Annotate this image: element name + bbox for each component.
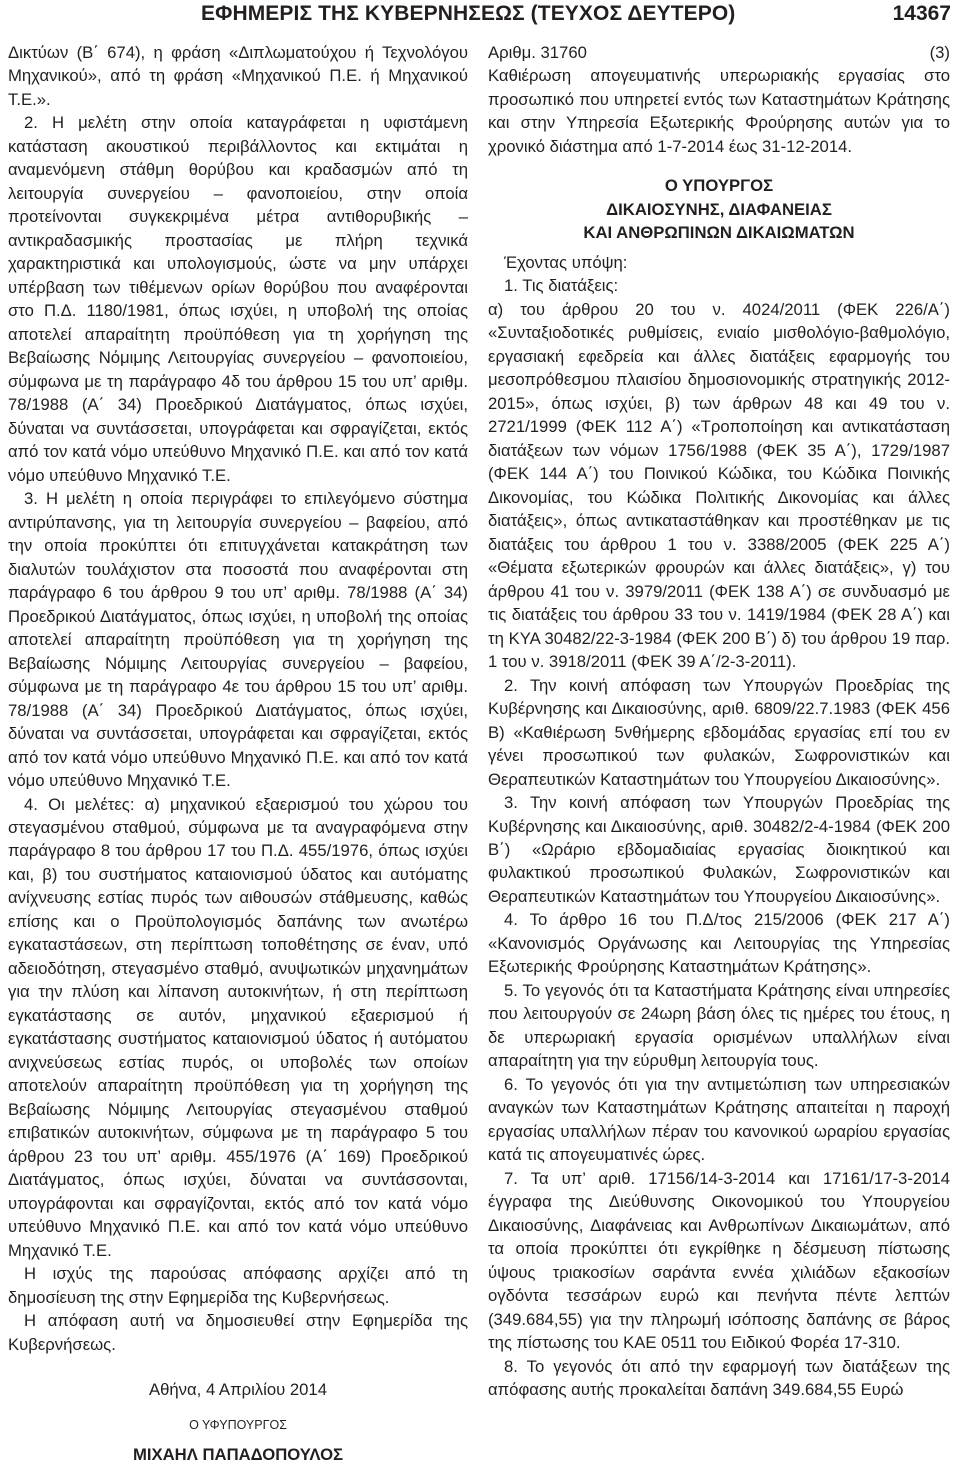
paragraph-publication: Η απόφαση αυτή να δημοσιευθεί στην Εφημερίδα της Κυβερνήσεως.	[8, 1311, 468, 1354]
minister-heading-line-1: Ο ΥΠΟΥΡΓΟΣ	[664, 176, 774, 196]
minister-heading-line-3: ΚΑΙ ΑΝΘΡΩΠΙΝΩΝ ΔΙΚΑΙΩΜΑΤΩΝ	[583, 223, 855, 243]
item-1a: α) του άρθρου 20 του ν. 4024/2011 (ΦΕΚ 226/Α΄) «Συνταξιοδοτικές ρυθμίσεις, ενιαίο μισθολόγιο-βαθμολόγιο, εργασιακή εφεδρεία και άλλες διατάξεις εφαρμογής του μεσοπρόθεσμου πλαισίου δημοσιονομικής στρατηγικής 2012-2015», όπως ισχύει, β) των άρθρων 48 και 49 του ν. 2721/1999 (ΦΕΚ 112 Α΄) «Τροποποίηση και αντικατάσταση διατάξεων των νόμων 1756/1988 (ΦΕΚ 35 Α΄), 1729/1987 (ΦΕΚ 144 Α΄) του Ποινικού Κώδικα, του Κώδικα Ποινικής Δικονομίας, του Κώδικα Πολιτικής Δικονομίας και άλλες διατάξεις», όπως αντικαταστάθηκαν και προστέθηκαν με τις διατάξεις του άρθρου 1 του ν. 3388/2005 (ΦΕΚ 225 Α΄) «Θέματα εξωτερικών φρουρών και άλλες διατάξεις», γ) του άρθρου 41 του ν. 3979/2011 (ΦΕΚ 138 Α΄) σε συνδυασμό με τις διατάξεις του άρθρου 33 του ν. 1419/1984 (ΦΕΚ 28 Α΄) και τη ΚΥΑ 30482/22-3-1984 (ΦΕΚ 200 Β΄) δ) του άρθρου 19 παρ. 1 του ν. 3918/2011 (ΦΕΚ 39 Α΄/2-3-2011).	[488, 299, 950, 672]
paragraph-continuation: Δικτύων (Β΄ 674), η φράση «Διπλωματούχου ή Τεχνολόγου Μηχανικού», από τη φράση «Μηχανικού Π.Ε. ή Μηχανικού Τ.Ε.».	[8, 43, 468, 109]
gazette-title: ΕΦΗΜΕΡΙΣ ΤΗΣ ΚΥΒΕΡΝΗΣΕΩΣ (ΤΕΥΧΟΣ ΔΕΥΤΕΡΟ)	[201, 2, 736, 25]
item-4: 4. Το άρθρο 16 του Π.Δ/τος 215/2006 (ΦΕΚ 217 Α΄) «Κανονισμός Οργάνωσης και Λειτουργίας της Υπηρεσίας Εξωτερικής Φρούρησης Καταστημάτων Κράτησης».	[488, 910, 950, 977]
paragraph-item-2: 2. Η μελέτη στην οποία καταγράφεται η υφιστάμενη κατάσταση ακουστικού περιβάλλοντος και εκτιμάται η αναμενόμενη στάθμη θορύβου και κραδασμών από τη λειτουργία συνεργείου – φανοποιείου, στην οποία προτείνονται συγκεκριμένα μέτρα αντιθορυβικής – αντικραδασμικής προστασίας με πλήρη τεχνικά χαρακτηριστικά και υπολογισμούς, ώστε να μην υπάρχει υπέρβαση των τιθέμενων ορίων θορύβου που αναφέρονται στο Π.Δ. 1180/1981, όπως ισχύει, η υποβολή της οποίας αποτελεί απαραίτητη προϋπόθεση για τη χορήγηση της Βεβαίωσης Νόμιμης Λειτουργίας συνεργείου – φανοποιείου, σύμφωνα με τη παράγραφο 4δ του άρθρου 15 του υπ’ αριθμ. 78/1988 (Α΄ 34) Προεδρικού Διατάγματος, όπως ισχύει, δύναται να συντάσσεται, υπογράφεται και σφραγίζεται, εκτός από τον κατά νόμο υπεύθυνο Μηχανικό Π.Ε. και από τον κατά νόμο υπεύθυνο Μηχανικό Τ.Ε.	[8, 113, 468, 485]
considering-label: Έχοντας υπόψη:	[504, 252, 628, 272]
item-7: 7. Τα υπ’ αριθ. 17156/14-3-2014 και 17161/17-3-2014 έγγραφα της Διεύθυνσης Οικονομικού του Υπουργείου Δικαιοσύνης, Διαφάνειας και Ανθρωπίνων Δικαιωμάτων, από τα οποία προκύπτει ότι εγκρίθηκε η δέσμευση πίστωσης ύψους τριακοσίων σαράντα εννέα χιλιάδων εξακοσίων ογδόντα τεσσάρων ευρώ και πενήντα πέντε λεπτών (349.684,55) για την πληρωμή ισόποσης δαπάνης σε βάρος της πίστωσης του ΚΑΕ 0511 του Ειδικού Φορέα 17-310.	[488, 1168, 950, 1353]
decision-number-row	[488, 41, 950, 64]
item-6: 6. Το γεγονός ότι για την αντιμετώπιση των υπηρεσιακών αναγκών των Καταστημάτων Κράτησης απαιτείται η παροχή εργασίας υπαλλήλων πέραν του κανονικού ωραρίου εργασίας κατά τις απογευματινές ώρες.	[488, 1074, 950, 1165]
signature-role: Ο ΥΦΥΠΟΥΡΓΟΣ	[189, 1417, 287, 1432]
signature-date: Αθήνα, 4 Απριλίου 2014	[148, 1380, 327, 1400]
page-number: 14367	[892, 2, 951, 25]
item-8: 8. Το γεγονός ότι από την εφαρμογή των διατάξεων της απόφασης αυτής προκαλείται δαπάνη 349.684,55 Ευρώ	[488, 1356, 950, 1400]
item-1: 1. Τις διατάξεις:	[504, 276, 619, 296]
minister-heading-line-2: ΔΙΚΑΙΟΣΥΝΗΣ, ΔΙΑΦΑΝΕΙΑΣ	[606, 199, 832, 219]
paragraph-item-4: 4. Οι μελέτες: α) μηχανικού εξαερισμού του χώρου του στεγασμένου σταθμού, σύμφωνα με τα αναγραφόμενα στην παράγραφο 8 του άρθρου 17 του Π.Δ. 455/1976, όπως ισχύει και, β) του συστήματος καταιονισμού ύδατος και αυτόματης ανίχνευσης εστίας πυρός των αιθουσών στάθμευσης, καθώς επίσης και ο Προϋπολογισμός δαπάνης των ανωτέρω εγκαταστάσεων, στη περίπτωση τοποθέτησης σε έναν, υπό αδειοδότηση, στεγασμένο σταθμό, ανυψωτικών μηχανημάτων για την πλύση και λίπανση αυτοκινήτων, ή στη περίπτωση εγκατάστασης σε αυτόν, μηχανικού εξαερισμού ή εγκατάστασης συστήματος καταιονισμού ύδατος ή αυτόματου ανιχνεύσεως εστίας πυρός, οι υποβολές των οποίων αποτελούν απαραίτητη προϋπόθεση για τη χορήγηση της Βεβαίωσης Νόμιμης Λειτουργίας στεγασμένου σταθμού επιβατικών αυτοκινήτων, σύμφωνα με τη παράγραφο 5 του άρθρου 23 του υπ’ αριθμ. 455/1976 (Α΄ 169) Προεδρικού Διατάγματος, όπως ισχύει, δύναται να συντάσσονται, υπογράφονται και σφραγίζονται, εκτός από τον κατά νόμο υπεύθυνο Μηχανικό Π.Ε. και από τον κατά νόμο υπεύθυνο Μηχανικό Τ.Ε.	[8, 794, 468, 1260]
item-3: 3. Την κοινή απόφαση των Υπουργών Προεδρίας της Κυβέρνησης και Δικαιοσύνης, αριθ. 30482/2-4-1984 (ΦΕΚ 200 Β΄) «Ωράριο εβδομαδιαίας εργασίας διοικητικού και φυλακτικού προσωπικού Φυλακών, Σωφρονιστικών και Θεραπευτικών Καταστημάτων του Υπουργείου Δικαιοσύνης».	[488, 793, 950, 906]
paragraph-item-3: 3. Η μελέτη η οποία περιγράφει το επιλεγόμενο σύστημα αντιρύπανσης, για τη λειτουργία συνεργείου – βαφείου, από την οποία προκύπτει ότι επιτυγχάνεται κατακράτηση των διαλυτών τουλάχιστον στα ποσοστά που αναφέρονται στη παράγραφο 6 του άρθρου 9 του υπ’ αριθμ. 78/1988 (Α΄ 34) Προεδρικού Διατάγματος, όπως ισχύει, η υποβολή της οποίας αποτελεί απαραίτητη προϋπόθεση για τη χορήγηση της Βεβαίωσης Νόμιμης Λειτουργίας συνεργείου – βαφείου, σύμφωνα με τη παράγραφο 4ε του άρθρου 15 του υπ’ αριθμ. 78/1988 (Α΄ 34) Προεδρικού Διατάγματος, όπως ισχύει, δύναται να συντάσσεται, υπογράφεται και σφραγίζεται, εκτός από τον κατά νόμο υπεύθυνο Μηχανικό Π.Ε. και από τον κατά νόμο υπεύθυνο Μηχανικό Τ.Ε.	[8, 489, 468, 791]
right-column	[488, 41, 950, 1402]
signature-name: ΜΙΧΑΗΛ ΠΑΠΑΔΟΠΟΥΛΟΣ	[132, 1445, 344, 1465]
paragraph-validity: Η ισχύς της παρούσας απόφασης αρχίζει από τη δημοσίευση της στην Εφημερίδα της Κυβερνήσεως.	[8, 1264, 468, 1307]
decision-number: Αριθμ. 31760	[488, 43, 587, 62]
decision-marker: (3)	[929, 43, 950, 62]
left-column	[8, 41, 468, 1467]
item-5: 5. Το γεγονός ότι τα Καταστήματα Κράτησης είναι υπηρεσίες που λειτουργούν σε 24ωρη βάση όλες τις ημέρες του έτους, η δε υπερωριακή εργασία ορισμένων υπαλλήλων είναι απαραίτητη για την εύρυθμη λειτουργία τους.	[488, 980, 950, 1071]
decision-title: Καθιέρωση απογευματινής υπερωριακής εργασίας στο προσωπικό που υπηρετεί εντός των Καταστημάτων Κράτησης και στην Υπηρεσία Εξωτερικής Φρούρησης αυτών για το χρονικό διάστημα από 1-7-2014 έως 31-12-2014.	[488, 66, 950, 156]
item-2: 2. Την κοινή απόφαση των Υπουργών Προεδρίας της Κυβέρνησης και Δικαιοσύνης, αριθ. 6809/22.7.1983 (ΦΕΚ 456 Β) «Καθιέρωση 5νθήμερης εβδομάδας εργασίας επί του εν γένει προσωπικού των φυλακών, Σωφρονιστικών και Θεραπευτικών Καταστημάτων του Υπουργείου Δικαιοσύνης».	[488, 675, 950, 789]
page-header	[0, 0, 960, 36]
minister-heading	[488, 174, 950, 244]
